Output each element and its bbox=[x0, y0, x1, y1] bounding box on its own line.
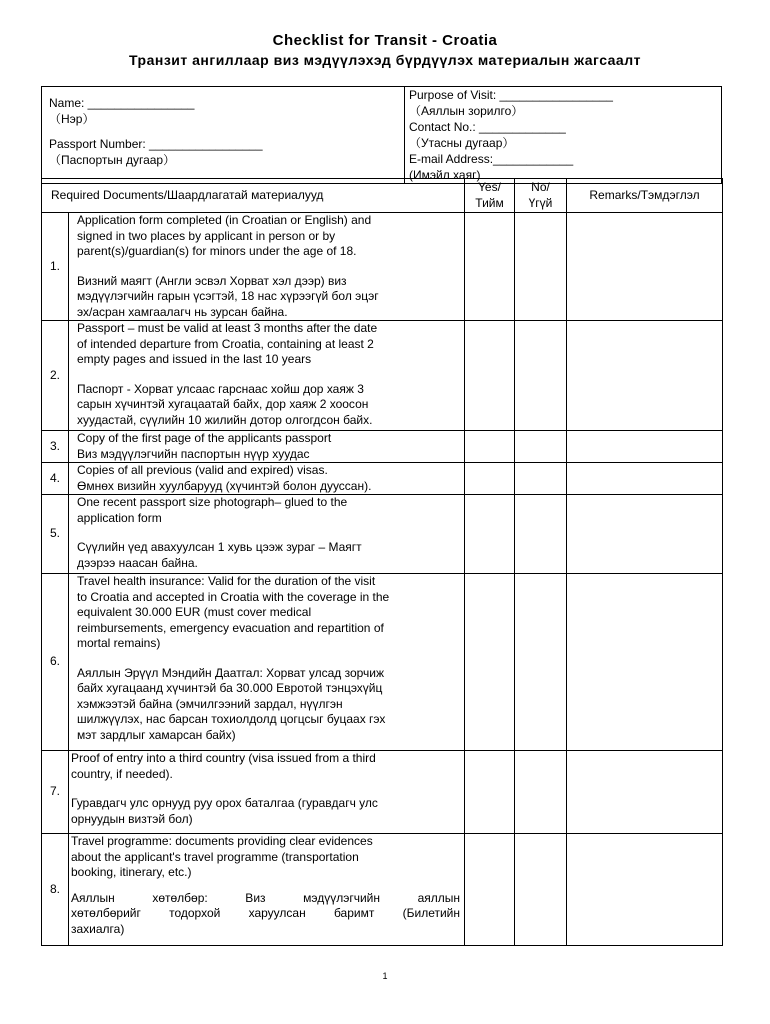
no-checkbox-cell[interactable] bbox=[515, 213, 567, 321]
header-required-documents: Required Documents/Шаардлагатай материалууд bbox=[42, 179, 465, 213]
no-checkbox-cell[interactable] bbox=[515, 431, 567, 463]
no-checkbox-cell[interactable] bbox=[515, 574, 567, 751]
row-requirement bbox=[69, 574, 465, 751]
title-mongolian: Транзит ангиллаар виз мэдүүлэхэд бүрдүүлэх материалын жагсаалт bbox=[129, 52, 641, 68]
table-header-row bbox=[42, 179, 723, 213]
no-checkbox-cell[interactable] bbox=[515, 463, 567, 495]
requirement-en-line: about the applicant's travel programme (transportation bbox=[71, 849, 359, 864]
row-requirement bbox=[69, 834, 465, 946]
row-number: 7. bbox=[42, 751, 69, 834]
purpose-field-label: Purpose of Visit: _________________ bbox=[409, 88, 613, 102]
requirement-en-line: parent(s)/guardian(s) for minors under the age of 18. bbox=[77, 244, 357, 258]
remarks-cell[interactable] bbox=[567, 431, 723, 463]
table-row bbox=[42, 574, 723, 751]
requirement-mn-line: мэт зардлыг хамарсан байх) bbox=[77, 727, 236, 742]
requirement-mn-line: Визний маягт (Англи эсвэл Хорват хэл дээр) виз bbox=[77, 273, 347, 288]
documents-checklist-table bbox=[41, 178, 723, 946]
yes-checkbox-cell[interactable] bbox=[465, 834, 515, 946]
requirement-en-line: Application form completed (in Croatian or English) and bbox=[77, 213, 372, 227]
requirement-mn-line: мэдүүлэгчийн гарын үсэгтэй, 18 нас хүрээгүй бол эцэг bbox=[77, 289, 379, 303]
no-checkbox-cell[interactable] bbox=[515, 321, 567, 431]
row-requirement bbox=[69, 463, 465, 495]
row-number: 5. bbox=[42, 495, 69, 574]
requirement-en-line: Copies of all previous (valid and expired) visas. bbox=[77, 463, 328, 477]
yes-checkbox-cell[interactable] bbox=[465, 431, 515, 463]
page-number: 1 bbox=[382, 971, 388, 981]
yes-checkbox-cell[interactable] bbox=[465, 751, 515, 834]
requirement-en-line: One recent passport size photograph– glued to the bbox=[77, 495, 348, 509]
name-field-mn: （Нэр） bbox=[49, 112, 95, 126]
requirement-en-line: of intended departure from Croatia, containing at least 2 bbox=[77, 336, 374, 351]
requirement-mn-line: хуудастай, сүүлийн 10 жилийн дотор олгогдсон байх. bbox=[77, 412, 373, 427]
yes-checkbox-cell[interactable] bbox=[465, 574, 515, 751]
name-field-label: Name: ________________ bbox=[49, 96, 195, 110]
requirement-mn-line: хөтөлбөрийг тодорхой харуулсан баримт (Билетийн bbox=[71, 906, 460, 920]
applicant-info-table bbox=[41, 86, 722, 184]
row-number: 2. bbox=[42, 321, 69, 431]
requirement-en-line: Passport – must be valid at least 3 months after the date bbox=[77, 321, 378, 335]
requirement-mn-line: хэмжээтэй байна (эмчилгээний зардал, нүүлгэн bbox=[77, 696, 343, 711]
table-row bbox=[42, 431, 723, 463]
requirement-mn-line: Паспорт - Хорват улсаас гарснаас хойш дор хаяж 3 bbox=[77, 381, 364, 396]
applicant-info-left bbox=[42, 87, 405, 184]
requirement-mn-line: захиалга) bbox=[71, 921, 125, 936]
requirement-en-line: Proof of entry into a third country (visa issued from a third bbox=[71, 751, 376, 765]
requirement-mn-line: Виз мэдүүлэгчийн паспортын нүүр хуудас bbox=[77, 446, 310, 461]
table-row bbox=[42, 495, 723, 574]
yes-checkbox-cell[interactable] bbox=[465, 463, 515, 495]
table-row bbox=[42, 463, 723, 495]
no-checkbox-cell[interactable] bbox=[515, 751, 567, 834]
passport-field-mn: （Паспортын дугаар） bbox=[49, 153, 176, 167]
requirement-en-line: equivalent 30.000 EUR (must cover medical bbox=[77, 605, 312, 619]
row-number: 3. bbox=[42, 431, 69, 463]
requirement-mn-line: Аяллын хөтөлбөр: Виз мэдүүлэгчийн аяллын bbox=[71, 890, 460, 905]
no-checkbox-cell[interactable] bbox=[515, 834, 567, 946]
header-yes-mn: Тийм bbox=[475, 195, 504, 210]
row-requirement bbox=[69, 321, 465, 431]
purpose-field-mn: （Аяллын зорилго） bbox=[409, 104, 524, 118]
table-row bbox=[42, 834, 723, 946]
remarks-cell[interactable] bbox=[567, 751, 723, 834]
remarks-cell[interactable] bbox=[567, 321, 723, 431]
contact-field-mn: （Утасны дугаар） bbox=[409, 136, 515, 150]
requirement-en-line: signed in two places by applicant in person or by bbox=[77, 228, 336, 243]
header-yes bbox=[465, 179, 515, 213]
header-no bbox=[515, 179, 567, 213]
requirement-en-line: empty pages and issued in the last 10 years bbox=[77, 352, 312, 366]
requirement-en-line: to Croatia and accepted in Croatia with the coverage in the bbox=[77, 589, 390, 604]
requirement-mn-line: Сүүлийн үед авахуулсан 1 хувь цээж зураг – Маягт bbox=[77, 540, 362, 554]
requirement-mn-line: Аяллын Эрүүл Мэндийн Даатгал: Хорват улсад зорчиж bbox=[77, 665, 385, 680]
header-no-label: No/ bbox=[531, 180, 550, 194]
row-number: 4. bbox=[42, 463, 69, 495]
remarks-cell[interactable] bbox=[567, 213, 723, 321]
requirement-en-line: Copy of the first page of the applicants passport bbox=[77, 431, 332, 445]
requirement-mn-line: сарын хүчинтэй хугацаатай байх, дор хаяж 2 хоосон bbox=[77, 397, 369, 411]
requirement-en-line: booking, itinerary, etc.) bbox=[71, 865, 192, 879]
requirement-mn-line: шилжүүлэх, нас барсан тохиолдолд цогцсыг буцаах гэх bbox=[77, 712, 386, 726]
remarks-cell[interactable] bbox=[567, 834, 723, 946]
email-field-label: E-mail Address:____________ bbox=[409, 152, 574, 166]
header-yes-label: Yes/ bbox=[478, 180, 501, 194]
requirement-en-line: mortal remains) bbox=[77, 636, 161, 650]
requirement-en-line: Travel programme: documents providing clear evidences bbox=[71, 834, 373, 848]
remarks-cell[interactable] bbox=[567, 495, 723, 574]
table-row bbox=[42, 751, 723, 834]
requirement-mn-line: дээрээ наасан байна. bbox=[77, 555, 198, 570]
no-checkbox-cell[interactable] bbox=[515, 495, 567, 574]
table-row bbox=[42, 213, 723, 321]
remarks-cell[interactable] bbox=[567, 463, 723, 495]
requirement-en-line: application form bbox=[77, 510, 162, 525]
row-requirement bbox=[69, 495, 465, 574]
row-requirement bbox=[69, 431, 465, 463]
row-number: 1. bbox=[42, 213, 69, 321]
table-row bbox=[42, 321, 723, 431]
requirement-mn-line: Өмнөх визийн хуулбарууд (хүчинтэй болон дууссан). bbox=[77, 478, 372, 493]
requirement-en-line: reimbursements, emergency evacuation and repartition of bbox=[77, 620, 384, 635]
requirement-en-line: Travel health insurance: Valid for the duration of the visit bbox=[77, 574, 376, 588]
requirement-mn-line: Гуравдагч улс орнууд руу орох баталгаа (гуравдагч улс bbox=[71, 796, 378, 810]
passport-field-label: Passport Number: _________________ bbox=[49, 137, 263, 151]
row-requirement bbox=[69, 213, 465, 321]
requirement-mn-line: эх/асран хамгаалагч нь зурсан байна. bbox=[77, 304, 288, 319]
header-no-mn: Үгүй bbox=[528, 195, 553, 210]
email-field-mn: (Имэйл хаяг) bbox=[409, 168, 481, 182]
row-number: 6. bbox=[42, 574, 69, 751]
remarks-cell[interactable] bbox=[567, 574, 723, 751]
title-english: Checklist for Transit - Croatia bbox=[272, 32, 498, 49]
requirement-en-line: country, if needed). bbox=[71, 766, 173, 781]
yes-checkbox-cell[interactable] bbox=[465, 213, 515, 321]
yes-checkbox-cell[interactable] bbox=[465, 321, 515, 431]
row-requirement bbox=[69, 751, 465, 834]
applicant-info-right bbox=[405, 87, 722, 184]
row-number: 8. bbox=[42, 834, 69, 946]
requirement-mn-line: орнуудын визтэй бол) bbox=[71, 811, 193, 826]
yes-checkbox-cell[interactable] bbox=[465, 495, 515, 574]
requirement-mn-line: байх хугацаанд хүчинтэй ба 30.000 Евротой тэнцэхүйц bbox=[77, 681, 383, 695]
header-remarks: Remarks/Тэмдэглэл bbox=[567, 179, 723, 213]
contact-field-label: Contact No.: _____________ bbox=[409, 120, 566, 134]
